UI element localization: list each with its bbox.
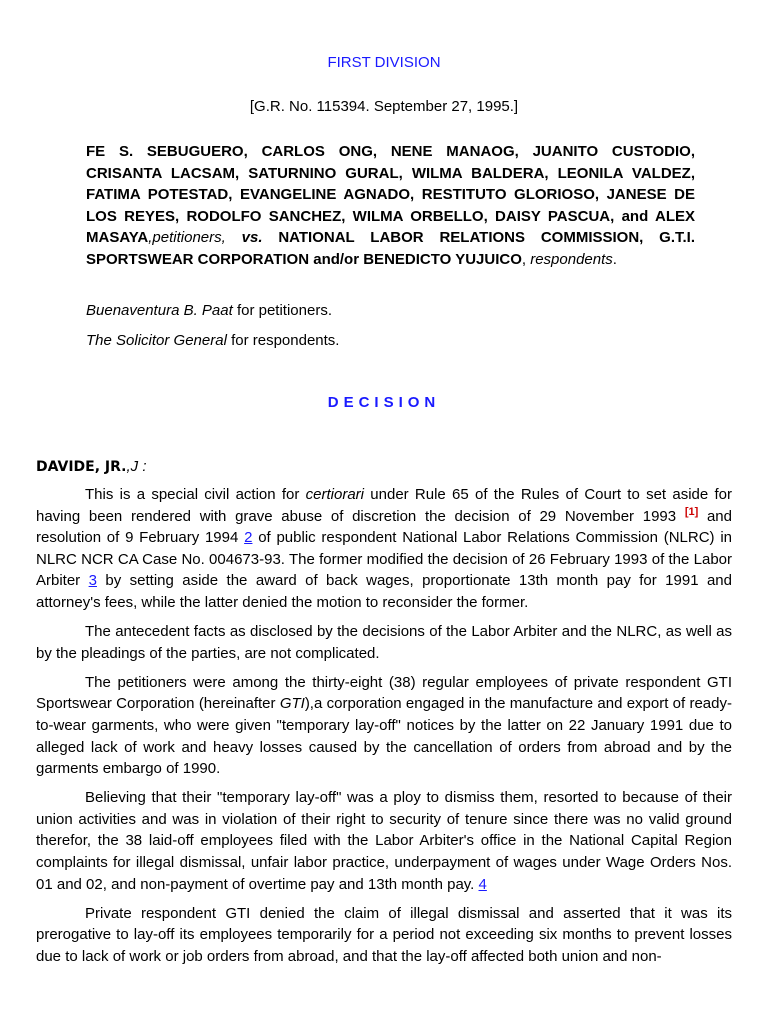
counsel-role: for petitioners.	[232, 302, 332, 319]
counsel-name: Buenaventura B. Paat	[86, 302, 233, 319]
paragraph: Private respondent GTI denied the claim of illegal dismissal and asserted that it was its prerogative to lay-off its employees temporarily for a period not exceeding six months to prevent losses due to lack of work or job orders from abroad, and that the lay-off affected both union and non-	[36, 904, 732, 965]
paragraph: The petitioners were among the thirty-eight (38) regular employees of private respondent GTI Sportswear Corporation (hereinafter GTI),a corporation engaged in the manufacture and export of ready-to-wear garments, who were given "temporary lay-off" notices by the latter on 22 January 1991 due to alleged lack of work and heavy losses caused by the cancellation of orders from abroad and by the garments embargo of 1990.	[36, 673, 732, 778]
paragraph: This is a special civil action for certiorari under Rule 65 of the Rules of Court to set aside for having been rendered with grave abuse of discretion the decision of 29 November 1993 [1] and resolution of 9 February 1994 2 of public respondent National Labor Relations Commission (NLRC) in NLRC NCR CA Case No. 004673-93. The former modified the decision of 26 February 1993 of the Labor Arbiter 3 by setting aside the award of back wages, proportionate 13th month pay for 1991 and attorney's fees, while the latter denied the motion to reconsider the former.	[36, 486, 732, 611]
footnote-link-3[interactable]: 3	[88, 572, 97, 590]
footnote-link-4[interactable]: 4	[478, 875, 487, 893]
counsel-petitioners	[86, 300, 332, 322]
ponente-suffix: ,J :	[126, 458, 147, 475]
ponente-name: DAVIDE, JR.	[36, 459, 127, 475]
case-number: [G.R. No. 115394. September 27, 1995.]	[249, 98, 519, 115]
counsel-respondents	[86, 330, 339, 352]
division-heading: FIRST DIVISION	[327, 54, 441, 71]
counsel-name: The Solicitor General	[86, 332, 227, 349]
footnote-link-2[interactable]: 2	[244, 529, 253, 547]
paragraph: Believing that their "temporary lay-off" was a ploy to dismiss them, resorted to because of their union activities and was in violation of their right to security of tenure since there was no valid ground therefor, the 38 laid-off employees filed with the Labor Arbiter's office in the National Capital Region complaints for illegal dismissal, unfair labor practice, underpayment of wages under Wage Orders Nos. 01 and 02, and non-payment of overtime pay and 13th month pay. 4	[36, 789, 732, 893]
petitioners-names: FE S. SEBUGUERO, CARLOS ONG, NENE MANAOG, JUANITO CUSTODIO, CRISANTA LACSAM, SATURNINO GURAL, WILMA BALDERA, LEONILA VALDEZ, FATIMA POTESTAD, EVANGELINE AGNADO, RESTITUTO GLORIOSO, JANESE DE LOS REYES, RODOLFO SANCHEZ, WILMA ORBELLO, DAISY PASCUA, and ALEX MASAYA	[86, 143, 695, 247]
paragraph: The antecedent facts as disclosed by the decisions of the Labor Arbiter and the NLRC, as well as by the pleadings of the parties, are not complicated.	[36, 623, 732, 662]
footnote-ref-1[interactable]: [1]	[684, 505, 699, 518]
case-parties: FE S. SEBUGUERO, CARLOS ONG, NENE MANAOG, JUANITO CUSTODIO, CRISANTA LACSAM, SATURNINO GURAL, WILMA BALDERA, LEONILA VALDEZ, FATIMA POTESTAD, EVANGELINE AGNADO, RESTITUTO GLORIOSO, JANESE DE LOS REYES, RODOLFO SANCHEZ, WILMA ORBELLO, DAISY PASCUA, and ALEX MASAYA,petitioners, vs. NATIONAL LABOR RELATIONS COMMISSION, G.T.I. SPORTSWEAR CORPORATION and/or BENEDICTO YUJUICO, respondents.	[86, 143, 696, 268]
respondents-names: NATIONAL LABOR RELATIONS COMMISSION, G.T.I. SPORTSWEAR CORPORATION and/or BENEDICTO YUJUICO	[86, 229, 696, 268]
respondents-label: respondents	[530, 250, 613, 268]
counsel-role: for respondents.	[226, 332, 340, 349]
decision-heading: DECISION	[327, 394, 441, 411]
petitioners-label: ,petitioners,	[148, 229, 226, 247]
decision-body	[36, 484, 732, 975]
versus: vs.	[241, 229, 263, 247]
ponente	[36, 456, 147, 479]
